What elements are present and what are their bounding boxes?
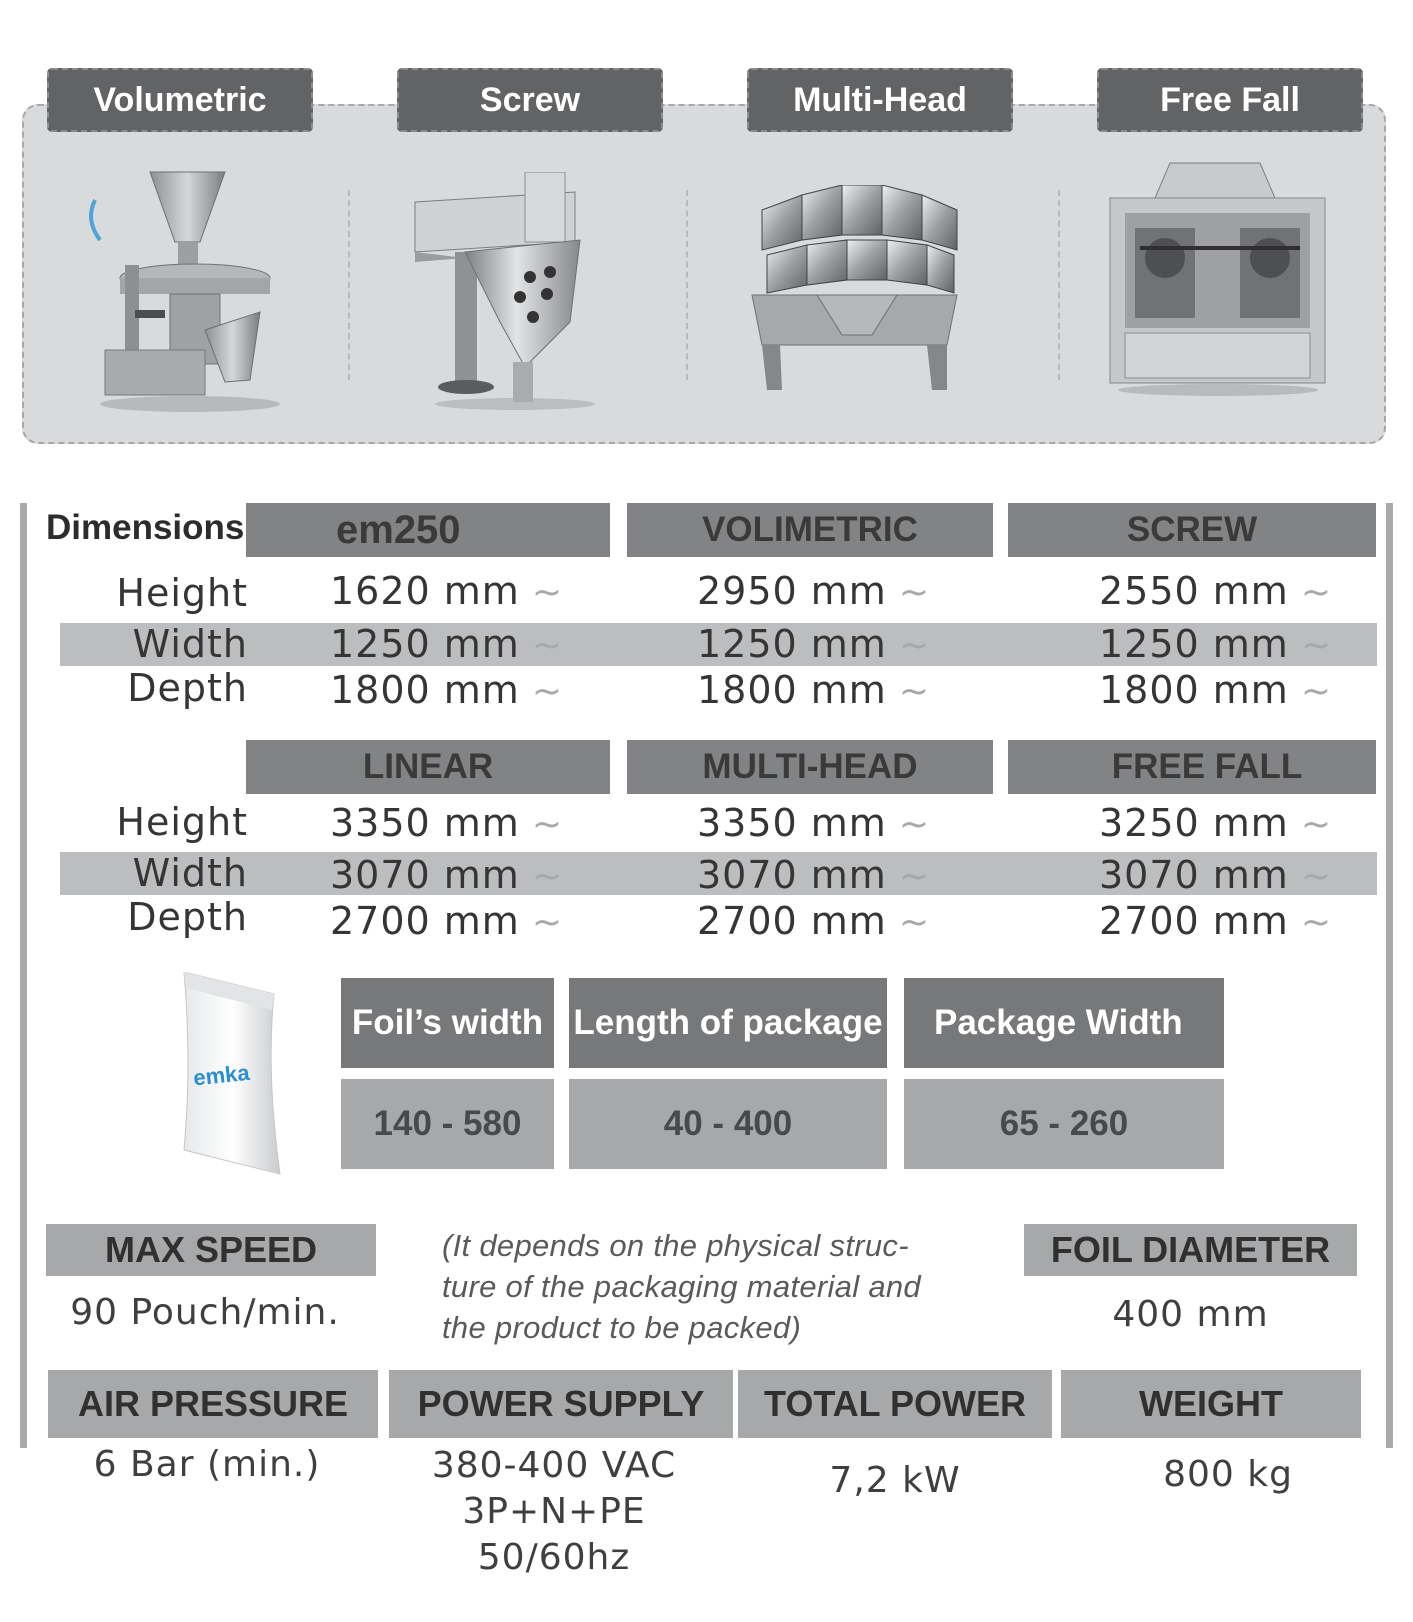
tab-multi-head-label: Multi-Head [793,80,967,119]
panel-divider [686,190,688,380]
air-pressure-label: AIR PRESSURE [48,1370,378,1438]
dimension-value: 3070 mm ~ [330,853,563,897]
tab-free-fall[interactable] [1097,68,1363,132]
package-width-value: 65 - 260 [904,1079,1224,1169]
pouch-image [178,972,293,1182]
max-speed-label: MAX SPEED [46,1224,376,1276]
tab-multi-head[interactable] [747,68,1013,132]
speed-note-line: the product to be packed) [442,1310,802,1345]
dimension-value: 1800 mm ~ [330,668,563,712]
header-multi-head: MULTI-HEAD [627,740,993,794]
row-label-height: Height [116,571,248,615]
weight-value: 800 kg [1163,1454,1293,1495]
header-free-fall: FREE FALL [1008,740,1376,794]
speed-note-line: ture of the packaging material and [442,1269,921,1304]
dimension-value: 2700 mm ~ [1099,899,1332,943]
multi-head-machine-image [742,185,972,410]
tab-free-fall-label: Free Fall [1160,80,1300,119]
power-supply-value [389,1443,719,1581]
tab-volumetric[interactable] [47,68,313,132]
dimension-value: 3350 mm ~ [697,801,930,845]
dimension-value: 2700 mm ~ [697,899,930,943]
speed-note-line: (It depends on the physical struc- [442,1228,909,1263]
tab-volumetric-label: Volumetric [93,80,267,119]
air-pressure-value: 6 Bar (min.) [93,1444,321,1485]
screw-machine-image [405,172,615,412]
power-supply-label: POWER SUPPLY [389,1370,733,1438]
row-label-height: Height [116,800,248,844]
dimension-value: 1620 mm ~ [330,569,563,613]
package-length-value: 40 - 400 [569,1079,887,1169]
power-supply-line: 50/60hz [477,1537,631,1578]
panel-divider [348,190,350,380]
total-power-value: 7,2 kW [829,1460,961,1501]
header-screw: SCREW [1008,503,1376,557]
pouch-logo: emka [192,1059,251,1091]
foil-diameter-value: 400 mm [1112,1294,1269,1335]
header-linear: LINEAR [246,740,610,794]
total-power-label: TOTAL POWER [738,1370,1052,1438]
header-volimetric: VOLIMETRIC [627,503,993,557]
speed-note [442,1225,962,1348]
panel-divider [1058,190,1060,380]
foil-diameter-label: FOIL DIAMETER [1024,1224,1357,1276]
foil-width-label: Foil’s width [341,978,554,1068]
row-label-width: Width [132,622,248,666]
package-length-label: Length of package [569,978,887,1068]
dimension-value: 1250 mm ~ [697,622,930,666]
dimension-value: 2550 mm ~ [1099,569,1332,613]
dimension-value: 3070 mm ~ [1099,853,1332,897]
power-supply-line: 3P+N+PE [462,1491,646,1532]
dimension-value: 2700 mm ~ [330,899,563,943]
volumetric-machine-image [75,160,285,415]
dimensions-title: Dimensions [46,508,245,547]
free-fall-machine-image [1100,158,1335,398]
tab-screw-label: Screw [479,80,581,119]
frame-right-border [1386,503,1393,1448]
power-supply-line: 380-400 VAC [431,1445,677,1486]
dimension-value: 1800 mm ~ [1099,668,1332,712]
row-label-depth: Depth [127,666,248,710]
dimension-value: 3350 mm ~ [330,801,563,845]
dimension-value: 1250 mm ~ [1099,622,1332,666]
dimension-value: 2950 mm ~ [697,569,930,613]
dimension-value: 1250 mm ~ [330,622,563,666]
header-em250: em250 [246,503,610,557]
dimension-value: 3250 mm ~ [1099,801,1332,845]
weight-label: WEIGHT [1061,1370,1361,1438]
row-label-width: Width [132,851,248,895]
foil-width-value: 140 - 580 [341,1079,554,1169]
tab-screw[interactable] [397,68,663,132]
dimension-value: 1800 mm ~ [697,668,930,712]
max-speed-value: 90 Pouch/min. [70,1292,340,1333]
frame-left-border [20,503,27,1448]
dimension-value: 3070 mm ~ [697,853,930,897]
row-label-depth: Depth [127,895,248,939]
package-width-label: Package Width [904,978,1224,1068]
